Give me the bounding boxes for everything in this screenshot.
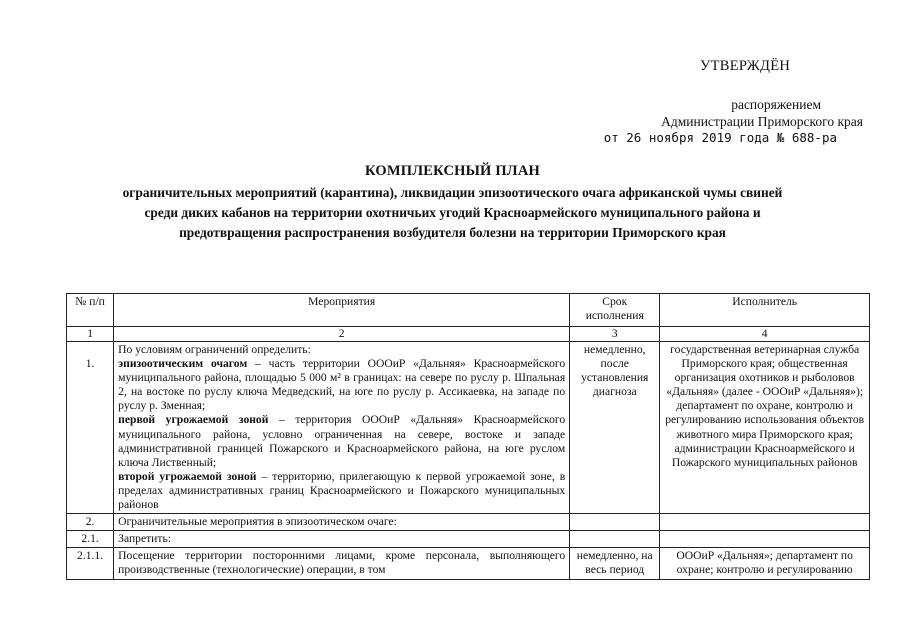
row-executor bbox=[660, 514, 870, 531]
document-subtitle-line-3: предотвращения распространения возбудителя болезни на территории Приморского края bbox=[179, 225, 726, 240]
plan-table bbox=[66, 293, 870, 580]
row-executor: ОООиР «Дальняя»; департамент по охране; контролю и регулированию bbox=[660, 548, 870, 579]
header-num: № п/п bbox=[67, 294, 114, 327]
table-index-row bbox=[67, 327, 870, 342]
approval-line-date: от 26 ноября 2019 года № 688-ра bbox=[603, 130, 837, 145]
row-executor: государственная ветеринарная служба Приморского края; общественная организация охотников и рыболовов «Дальняя» (далее - ОООиР «Дальняя»); департамент по охране, контролю и регулированию использования объектов животного мира Приморского края; администрации Красноармейского и Пожарского муниципальных районов bbox=[660, 342, 870, 514]
row-number: 2.1. bbox=[67, 531, 114, 548]
approval-line-order: распоряжением bbox=[731, 97, 821, 112]
row-activity: Посещение территории посторонними лицами, кроме персонала, выполняющего производственные (технологические) операции, в том bbox=[114, 548, 570, 579]
index-cell: 2 bbox=[114, 327, 570, 342]
index-cell: 4 bbox=[660, 327, 870, 342]
table-row bbox=[67, 514, 870, 531]
zone-label: второй угрожаемой зоной bbox=[118, 469, 257, 483]
table-row bbox=[67, 531, 870, 548]
zone-label: эпизоотическим очагом bbox=[118, 357, 248, 371]
zone-text: – часть территории ОООиР «Дальняя» Красноармейского муниципального района, площадью 5 000 м² в границах: на севере по руслу р. Шпальная 2, на востоке по руслу ключа Медведский, на юге по руслу р. Ассикаевка, на западе по руслу р. Зменная; bbox=[118, 357, 566, 413]
row-number: 1. bbox=[67, 342, 114, 514]
row-term bbox=[570, 514, 660, 531]
approval-title: УТВЕРЖДЁН bbox=[700, 58, 791, 74]
table-header-row bbox=[67, 294, 870, 327]
header-term: Срок исполнения bbox=[570, 294, 660, 327]
row-number: 2. bbox=[67, 514, 114, 531]
activity-intro: По условиям ограничений определить: bbox=[118, 343, 311, 356]
zone-label: первой угрожаемой зоной bbox=[118, 413, 269, 427]
header-activities: Мероприятия bbox=[114, 294, 570, 327]
table-row bbox=[67, 548, 870, 579]
zone-text: – территория ОООиР «Дальняя» Красноармейского муниципального района, условно ограниченная на севере, востоке и западе административной границей Пожарского и Красноармейского района, на юге руслом ключа Лиственный; bbox=[118, 413, 566, 469]
row-activity: Запретить: bbox=[114, 531, 570, 548]
index-cell: 1 bbox=[67, 327, 114, 342]
document-title: КОМПЛЕКСНЫЙ ПЛАН bbox=[365, 163, 540, 179]
zone-text: – территорию, прилегающую к первой угрожаемой зоне, в пределах административных границ Красноармейского и Пожарского муниципальных районов bbox=[118, 469, 566, 512]
row-term: немедленно, на весь период bbox=[570, 548, 660, 579]
document-subtitle-line-2: среди диких кабанов на территории охотничьих угодий Красноармейского муниципального района и bbox=[144, 205, 761, 220]
index-cell: 3 bbox=[570, 327, 660, 342]
table-row bbox=[67, 342, 870, 514]
document-subtitle-line-1: ограничительных мероприятий (карантина), ликвидации эпизоотического очага африканской чумы свиней bbox=[122, 185, 783, 200]
row-number: 2.1.1. bbox=[67, 548, 114, 579]
header-executor: Исполнитель bbox=[660, 294, 870, 327]
row-term: немедленно, после установления диагноза bbox=[570, 342, 660, 514]
row-activity bbox=[114, 342, 570, 514]
row-activity: Ограничительные мероприятия в эпизоотическом очаге: bbox=[114, 514, 570, 531]
row-executor bbox=[660, 531, 870, 548]
row-term bbox=[570, 531, 660, 548]
approval-line-authority: Администрации Приморского края bbox=[661, 114, 863, 129]
